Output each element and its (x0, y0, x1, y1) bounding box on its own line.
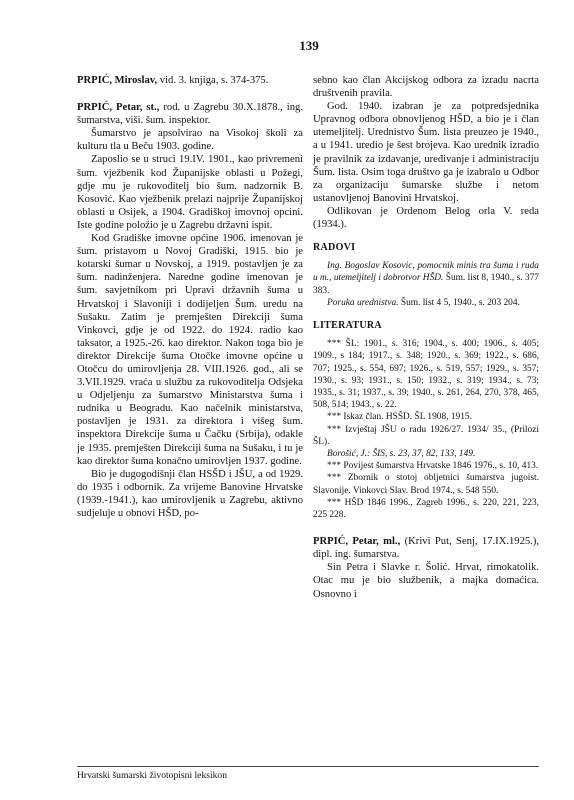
paragraph: sebno kao član Akcijskog odbora za izradu nacrta društvenih pravila. (313, 75, 539, 100)
literatura-item: *** Povijest šumarstva Hrvatske 1846 1976., s. 10, 413. (327, 461, 539, 472)
radovi-heading: RADOVI (313, 242, 356, 254)
entry-text: rod. u Zagrebu 30.X.1878., ing. šumarstva, viši. šum. inspektor. (77, 102, 303, 127)
literatura-item: *** Izvještaj JŠU o radu 1926/27. 1934/ 35., (Prilozi ŠL). (313, 424, 539, 447)
literatura-item: *** Zbornik o stotoj obljetnici šumarstva jugoist. Slavonije. Vinkovci Slav. Brod 1974., s. 548 550. (313, 473, 539, 496)
radovi-item (313, 297, 539, 309)
entry-title: PRPIĆ, Miroslav, (77, 75, 158, 86)
entry-text: vid. 3. knjiga, s. 374-375. (157, 75, 269, 86)
page-number: 139 (299, 38, 319, 53)
radovi-source: Šum. list 4 5, 1940., s. 203 204. (398, 297, 520, 308)
paragraph: Kod Gradiške imovne općine 1906. imenovan je šum. pristavom u Novoj Gradiški, 1915. bio je kotarski šumar u Novskoj, a 1919. postavljen je za šum. nadinženjera. Naredne godine imenovan je šum. savjetnikom pri Upravi državnih šuma u Hrvatskoj i Slavoniji i dodijeljen Šum. uredu na Sušaku. Zatim je premješten Direkciji šuma Vinkovci, gdje je od 1922. do 1924. radio kao taksator, a 1925.-26. kao direktor. Nakon toga bio je direktor Direkcije šuma Otočke imovne općine u Otočcu do umirovljenja 28. VIII.1926. god., ali se 3.VII.1929. vraća u službu za rukovoditelja Odsjeka u Odjeljenju za šumarstvo Ministarstva šuma i rudnika u Beogradu. Kao načelnik ministarstva, postavljen je 1931. za direktora i višeg šum. inspektora Direkcije šuma u Čačku (Srbija), odakle je 1935. premješten Direkciji šuma na Sušaku, i tu je kao direktor šuma konačno umirovljen 1937. godine. (77, 233, 303, 467)
radovi-source: Šum. list 8, 1940., s. 377 383. (313, 273, 539, 296)
entry-title: PRPIĆ, Petar, st., (77, 102, 160, 114)
literatura-heading: LITERATURA (313, 320, 382, 332)
right-column (313, 74, 539, 601)
entry-prpic-petar-ml (313, 535, 539, 561)
paragraph: Bio je dugogodišnji član HSŠD i JŠU, a od 1929. do 1935 i odbornik. Za vrijeme Banovine Hrvatske (1939.-1941.), kao umirovljenik u Zagrebu, aktivno sudjeluje u obnovi HŠD, po- (77, 468, 303, 519)
footer-text: Hrvatski šumarski životopisni leksikon (77, 770, 228, 781)
radovi-item (313, 260, 539, 297)
literatura-item: *** ŠL: 1901., s. 316; 1904., s. 400; 1906., s. 405; 1909., s 184; 1917., s. 348; 1920., s. 369; 1922., s. 686, 707; 1925., s. 554, 697; 1926., s. 519, 557; 1929., s. 357; 1930., s. 93; 1931., s. 150; 1932., s. 319; 1934., s. 73; 1935., s. 31; 1937., s. 39; 1940., s. 261, 264, 270, 378, 465, 508, 514; 1943., s. 22. (313, 339, 539, 411)
literatura-item: Borošić, J.: ŠIS, s. 23, 37, 82, 133, 149. (327, 448, 476, 459)
paragraph: Šumarstvo je apsolvirao na Visokoj školi za kulturu tla u Beču 1903. godine. (77, 128, 303, 153)
paragraph: Sin Petra i Slavke r. Šolić. Hrvat, rimokatolik. Otac mu je bio službenik, a majka domaćica. Osnovno i (313, 562, 539, 600)
radovi-title: Ing. Bogoslav Kosovic, pomocnik minis tra šuma i ruda u m., utemeljitelj i dobrotvor HŠD. (313, 261, 539, 284)
entry-text: (Krivi Put, Senj, 17.IX.1925.), dipl. ing. šumarstva. (313, 536, 539, 561)
entry-prpic-petar-st (77, 101, 303, 127)
paragraph: Odlikovan je Ordenom Belog orla V. reda (1934.). (313, 205, 539, 231)
literatura-item: *** HŠD 1846 1996., Zagreb 1996., s. 220, 221, 223, 225 228. (313, 497, 539, 520)
footer-rule (77, 766, 539, 767)
paragraph: Zaposlio se u struci 19.IV. 1901., kao privremeni šum. vježbenik kod Županijske oblasti u Požegi, gdje mu je rukovoditelj bio šum. nadzornik B. Kosović. Kao vježbenik prelazi najprije Županijskoj oblasti u Osijek, a 1904. Gradiškoj imovnoj opcini. Iste godine položio je u Zagrebu državni ispit. (77, 154, 303, 231)
radovi-title: Poruka urednistva. (327, 297, 399, 308)
entry-prpic-miroslav (77, 74, 303, 87)
paragraph: God. 1940. izabran je za potpredsjednika Upravnog odbora obnovljenog HŠD, a bio je i član utemeljitelj. Urednistvo Šum. lista preuzeo je 1940., a u 1941. uredio je šest brojeva. Kao urednik izradio je pravilnik za izdavanje, uređivanje i administraciju Šum. lista. Osim toga društvo ga je izabralo u Odbor za organizaciju šumarske službe i netom ustanovljenoj Banovini Hrvatskoj. (313, 101, 539, 204)
literatura-item: *** Iskaz član. HSŠD. ŠL 1908, 1915. (327, 412, 472, 423)
left-column (77, 74, 303, 520)
entry-title: PRPIĆ, Petar, ml., (313, 536, 401, 548)
